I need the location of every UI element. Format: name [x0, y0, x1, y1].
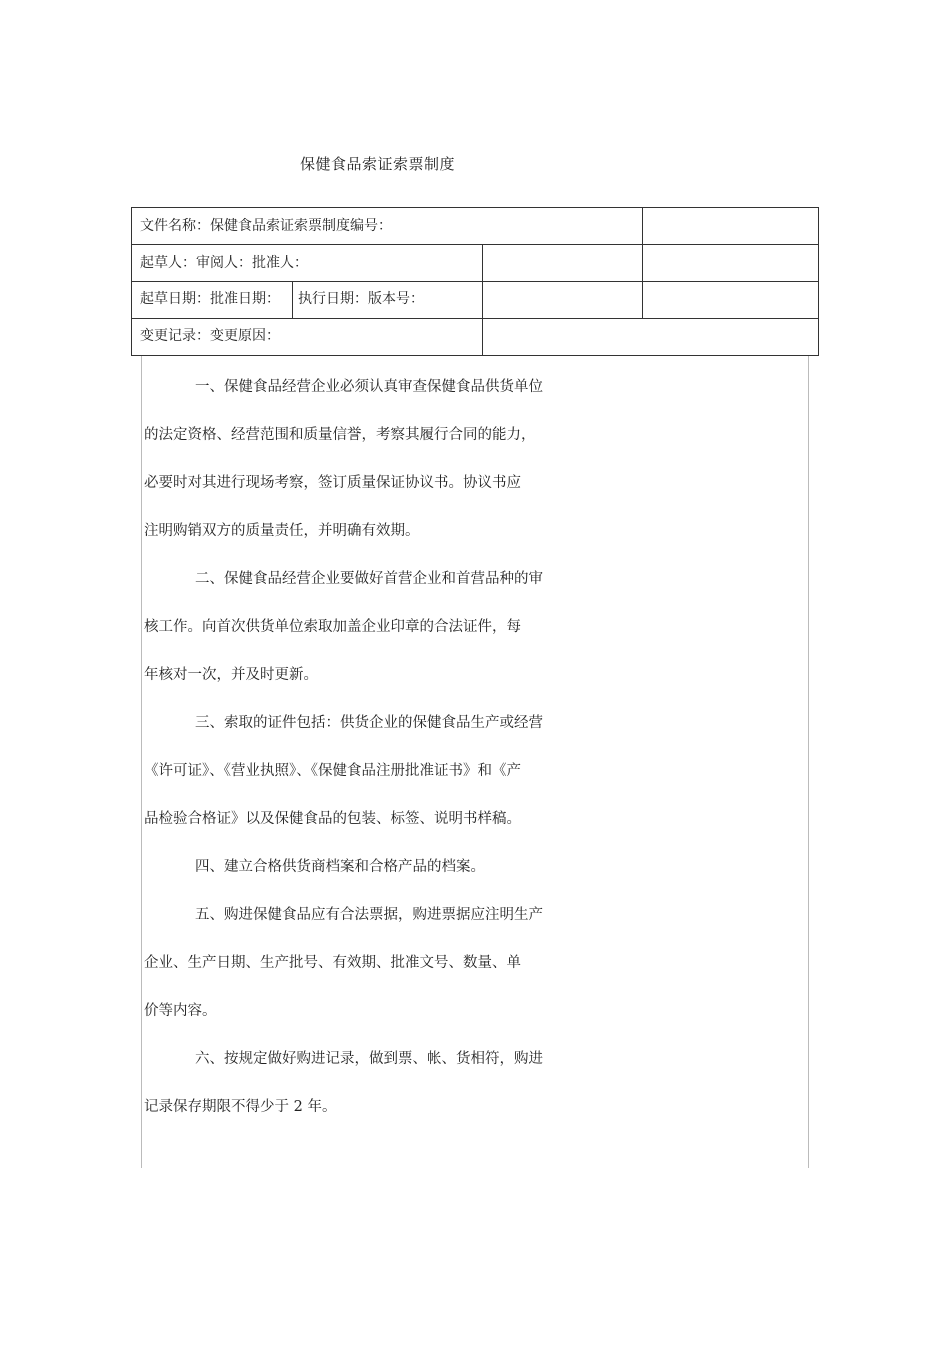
body-line: 必要时对其进行现场考察，签订质量保证协议书。协议书应 — [144, 475, 521, 491]
table-row-divider — [132, 318, 818, 319]
body-line: 企业、生产日期、生产批号、有效期、批准文号、数量、单 — [144, 955, 521, 971]
table-cell-drafter: 起草人：审阅人：批准人： — [140, 255, 308, 271]
document-info-table — [131, 207, 819, 356]
table-row-divider — [132, 244, 818, 245]
body-line: 注明购销双方的质量责任，并明确有效期。 — [144, 523, 420, 539]
body-line: 《许可证》、《营业执照》、《保健食品注册批准证书》和《产 — [144, 763, 521, 779]
table-cell-change-record: 变更记录：变更原因： — [140, 328, 280, 344]
body-line: 品检验合格证》以及保健食品的包装、标签、说明书样稿。 — [144, 811, 521, 827]
table-cell-file-name: 文件名称：保健食品索证索票制度编号： — [140, 218, 392, 234]
table-cell-draft-date: 起草日期：批准日期： — [140, 291, 280, 307]
table-column-divider — [292, 281, 293, 318]
body-line: 的法定资格、经营范围和质量信誉，考察其履行合同的能力， — [144, 427, 536, 443]
body-line: 三、索取的证件包括：供货企业的保健食品生产或经营 — [195, 715, 543, 731]
body-line: 一、保健食品经营企业必须认真审查保健食品供货单位 — [195, 379, 543, 395]
body-line: 价等内容。 — [144, 1003, 217, 1019]
body-line: 五、购进保健食品应有合法票据，购进票据应注明生产 — [195, 907, 543, 923]
body-line: 二、保健食品经营企业要做好首营企业和首营品种的审 — [195, 571, 543, 587]
table-row-divider — [132, 281, 818, 282]
body-line: 年核对一次，并及时更新。 — [144, 667, 318, 683]
body-line: 四、建立合格供货商档案和合格产品的档案。 — [195, 859, 485, 875]
table-cell-effective-date: 执行日期：版本号： — [298, 291, 424, 307]
body-line: 六、按规定做好购进记录，做到票、帐、货相符，购进 — [195, 1051, 543, 1067]
body-frame-left-border — [141, 356, 142, 1168]
table-column-divider — [642, 208, 643, 318]
body-line: 核工作。向首次供货单位索取加盖企业印章的合法证件，每 — [144, 619, 521, 635]
body-frame-right-border — [808, 356, 809, 1168]
table-column-divider — [482, 244, 483, 355]
body-line: 记录保存期限不得少于 2 年。 — [144, 1099, 337, 1115]
document-title: 保健食品索证索票制度 — [300, 155, 456, 173]
